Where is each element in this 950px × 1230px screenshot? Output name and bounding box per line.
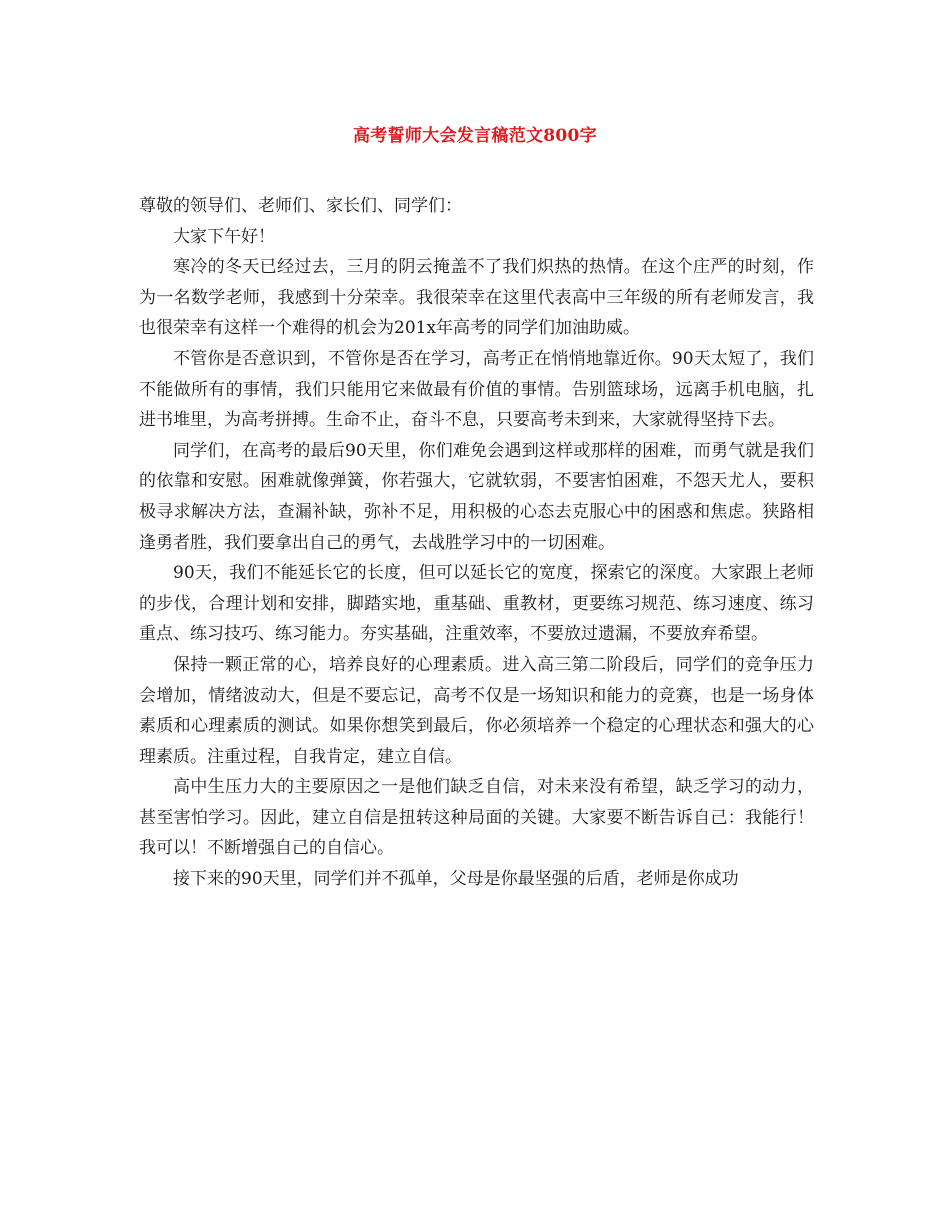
- paragraph: 寒冷的冬天已经过去，三月的阴云掩盖不了我们炽热的热情。在这个庄严的时刻，作为一名数学老师，我感到十分荣幸。我很荣幸在这里代表高中三年级的所有老师发言，我也很荣幸有这样一个难得的机会为201x年高考的同学们加油助威。: [139, 257, 814, 339]
- paragraph: 同学们，在高考的最后90天里，你们难免会遇到这样或那样的困难，而勇气就是我们的依靠和安慰。困难就像弹簧，你若强大，它就软弱，不要害怕困难，不怨天尤人，要积极寻求解决方法，查漏补缺，弥补不足，用积极的心态去克服心中的困惑和焦虑。狭路相逢勇者胜，我们要拿出自己的勇气，去战胜学习中的一切困难。: [139, 440, 814, 553]
- document-title: 高考誓师大会发言稿范文800字: [353, 126, 597, 146]
- paragraph: 保持一颗正常的心，培养良好的心理素质。进入高三第二阶段后，同学们的竞争压力会增加，情绪波动大，但是不要忘记，高考不仅是一场知识和能力的竞赛，也是一场身体素质和心理素质的测试。如果你想笑到最后，你必须培养一个稳定的心理状态和强大的心理素质。注重过程，自我肯定，建立自信。: [139, 654, 814, 767]
- paragraph-greeting: 大家下午好！: [173, 226, 275, 247]
- salutation: 尊敬的领导们、老师们、家长们、同学们：: [139, 196, 462, 216]
- paragraph: 90天，我们不能延长它的长度，但可以延长它的宽度，探索它的深度。大家跟上老师的步伐，合理计划和安排，脚踏实地，重基础、重教材，更要练习规范、练习速度、练习重点、练习技巧、练习能力。夯实基础，注重效率，不要放过遗漏，不要放弃希望。: [139, 563, 814, 645]
- document-body: [139, 191, 814, 895]
- paragraph: 不管你是否意识到，不管你是否在学习，高考正在悄悄地靠近你。90天太短了，我们不能做所有的事情，我们只能用它来做最有价值的事情。告别篮球场，远离手机电脑，扎进书堆里，为高考拼搏。生命不止，奋斗不息，只要高考未到来，大家就得坚持下去。: [139, 348, 814, 431]
- paragraph: 接下来的90天里，同学们并不孤单，父母是你最坚强的后盾，老师是你成功: [173, 869, 739, 890]
- paragraph: 高中生压力大的主要原因之一是他们缺乏自信，对未来没有希望，缺乏学习的动力，甚至害怕学习。因此，建立自信是扭转这种局面的关键。大家要不断告诉自己：我能行！我可以！不断增强自己的自信心。: [139, 777, 814, 859]
